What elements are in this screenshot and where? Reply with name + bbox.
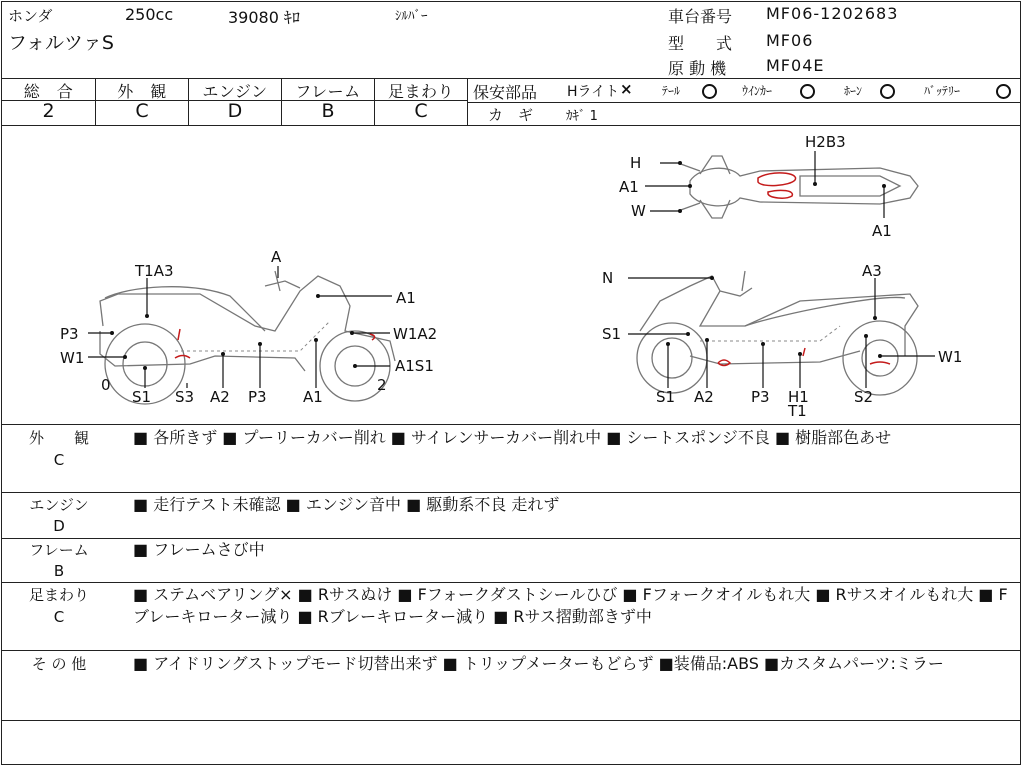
label-top-A1: A1	[619, 178, 639, 196]
label-zero: 0	[101, 376, 111, 394]
remark-head-suspension: 足まわり	[28, 586, 89, 604]
grade-frame: B	[321, 100, 335, 122]
remark-head-engine: エンジン	[29, 496, 89, 514]
label-P3: P3	[60, 325, 79, 343]
key-label: カ ギ	[488, 106, 534, 124]
mileage: 39080 ｷﾛ	[228, 8, 300, 27]
remark-text-engine: ■ 走行テスト未確認 ■ エンジン音中 ■ 駆動系不良 走れず	[133, 495, 560, 514]
remark-grade-suspension: C	[53, 608, 65, 626]
label-S1: S1	[132, 388, 152, 406]
remark-grade-frame: B	[53, 562, 65, 580]
right-side-scooter	[602, 262, 962, 420]
remark-head-other: そ の 他	[31, 655, 87, 673]
remark-text-suspension: ■ ステムベアリング× ■ Rサスぬけ ■ Fフォークダストシールひび ■ Fフォークオイルもれ大 ■ Rサスオイルもれ大 ■ Fブレーキローター減り ■ Rブレーキローター減り ■ Rサス摺動部きず中	[133, 585, 1008, 626]
battery-ok-mark	[996, 83, 1011, 101]
label-T1A3: T1A3	[135, 262, 174, 280]
label-right-S2: S2	[854, 388, 874, 406]
label-top-A1b: A1	[872, 222, 892, 240]
frame-no-label: 車台番号	[668, 7, 733, 26]
label-A1: A1	[396, 289, 416, 307]
divider	[1, 650, 1021, 651]
key-value: ｶｷﾞ 1	[566, 109, 598, 124]
label-two: 2	[377, 376, 387, 394]
left-side-scooter	[60, 248, 437, 406]
divider	[467, 102, 1021, 103]
grade-suspension: C	[414, 100, 428, 122]
winker-label: ｳｲﾝｶｰ	[742, 84, 773, 98]
label-top-H2B3: H2B3	[805, 133, 846, 151]
label-top-H: H	[630, 154, 642, 172]
horn-label: ﾎｰﾝ	[844, 84, 863, 98]
remark-text-frame: ■ フレームさび中	[133, 540, 265, 559]
label-S3: S3	[175, 388, 195, 406]
top-view-scooter	[619, 133, 918, 240]
remark-grade-engine: D	[53, 517, 65, 535]
label-right-H1: H1	[788, 388, 809, 406]
type-value: MF06	[766, 31, 814, 50]
label-right-S1b: S1	[656, 388, 676, 406]
headlight-label: Hライト	[567, 84, 620, 100]
winker-ok-mark	[800, 83, 815, 101]
label-A-top: A	[271, 248, 282, 266]
remark-text-exterior: ■ 各所きず ■ プーリーカバー削れ ■ サイレンサーカバー削れ中 ■ シートスポンジ不良 ■ 樹脂部色あせ	[133, 428, 892, 447]
remark-text-other: ■ アイドリングストップモード切替出来ず ■ トリップメーターもどらず ■装備品:ABS ■カスタムパーツ:ミラー	[133, 654, 944, 673]
label-right-A2: A2	[694, 388, 714, 406]
label-A2: A2	[210, 388, 230, 406]
label-right-S1: S1	[602, 325, 622, 343]
remark-head-frame: フレーム	[29, 541, 89, 559]
divider	[1, 492, 1021, 493]
headlight-mark: ×	[620, 80, 633, 98]
grade-engine: D	[227, 100, 243, 122]
grade-header-overall: 総 合	[23, 82, 74, 101]
label-W1A2: W1A2	[393, 325, 438, 343]
label-right-T1: T1	[788, 402, 807, 420]
remark-head-exterior: 外 観	[28, 429, 89, 447]
divider	[467, 78, 468, 125]
label-top-W: W	[631, 202, 646, 220]
damage-diagram	[0, 126, 1024, 424]
label-P3b: P3	[248, 388, 267, 406]
battery-label: ﾊﾞｯﾃﾘｰ	[924, 84, 961, 98]
divider	[1, 582, 1021, 583]
model-name: フォルツァS	[8, 32, 114, 54]
tail-ok-mark	[702, 83, 717, 101]
label-right-W1: W1	[938, 348, 963, 366]
divider	[1, 720, 1021, 721]
grade-header-exterior: 外 観	[117, 82, 167, 101]
grade-exterior: C	[135, 100, 149, 122]
label-right-A3: A3	[862, 262, 882, 280]
label-right-N: N	[602, 269, 614, 287]
label-A1b: A1	[303, 388, 323, 406]
grade-header-suspension: 足まわり	[387, 82, 454, 101]
horn-ok-mark	[880, 83, 895, 101]
maker: ホンダ	[8, 7, 53, 25]
frame-no: MF06-1202683	[766, 4, 899, 23]
label-right-P3: P3	[751, 388, 770, 406]
safety-label: 保安部品	[473, 83, 538, 102]
label-W1: W1	[60, 349, 85, 367]
engine-value: MF04E	[766, 56, 825, 75]
tail-label: ﾃｰﾙ	[662, 84, 681, 98]
divider	[1, 424, 1021, 425]
color: ｼﾙﾊﾞｰ	[395, 9, 428, 24]
grade-header-engine: エンジン	[202, 82, 268, 101]
type-label: 型 式	[668, 34, 733, 53]
remark-grade-exterior: C	[53, 451, 65, 469]
label-A1S1: A1S1	[395, 357, 434, 375]
grade-header-frame: フレーム	[295, 82, 361, 101]
displacement: 250cc	[125, 5, 174, 24]
engine-label: 原 動 機	[668, 59, 727, 78]
grade-overall: 2	[42, 100, 55, 122]
